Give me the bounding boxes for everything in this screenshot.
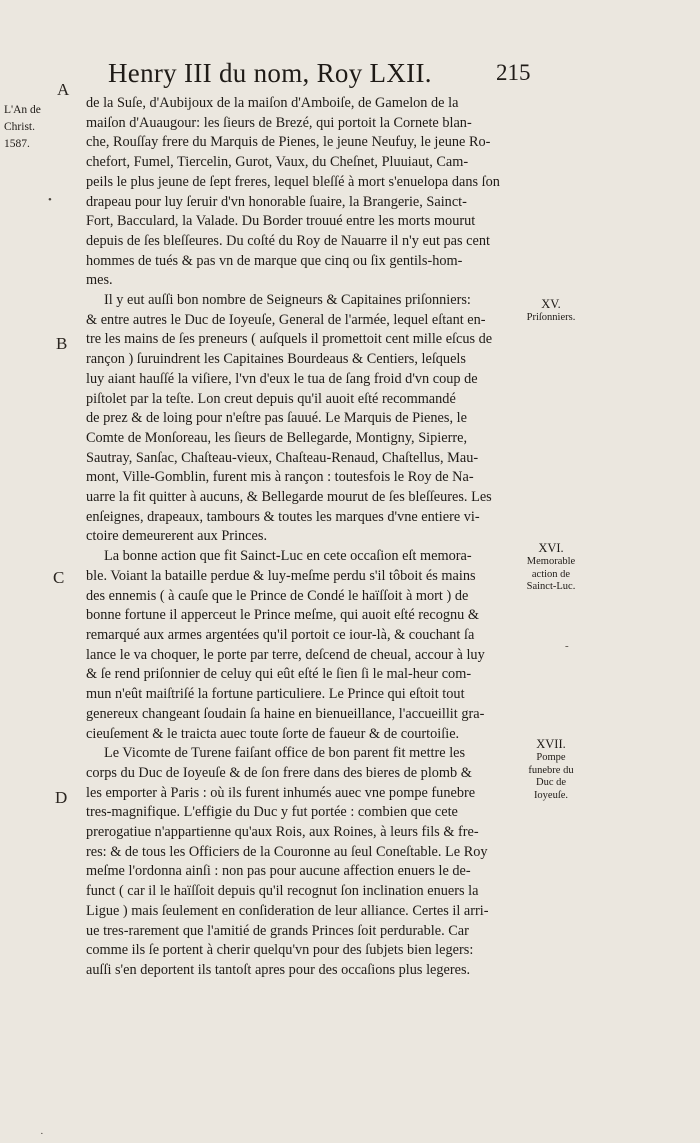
text-line: enſeignes, drapeaux, tambours & toutes les marques d'vne entiere vi-	[86, 508, 480, 525]
margin-speck: -	[565, 640, 569, 652]
text-line: rançon ) ſuruindrent les Capitaines Bourdeaus & Centiers, leſquels	[86, 351, 466, 368]
body-text	[70, 90, 520, 981]
text-line: Comte de Monſoreau, les ſieurs de Bellegarde, Montigny, Sipierre,	[86, 429, 468, 446]
text-line: uarre la fit quitter à aucuns, & Bellegarde mourut de ſes bleſſeures. Les	[86, 489, 492, 506]
text-line: maiſon d'Auaugour: les ſieurs de Brezé, qui portoit la Cornete blan-	[86, 114, 472, 131]
paragraph-1	[86, 94, 520, 291]
section-letter-a: A	[57, 80, 70, 99]
text-line: ble. Voiant la bataille perdue & luy-meſme perdu s'il tôboit és mains	[86, 567, 476, 584]
text-line: mes.	[86, 272, 113, 289]
text-line: drapeau pour luy ſeruir d'vn honorable ſuaire, la Brangerie, Sainct-	[86, 193, 467, 210]
margin-line: Christ.	[4, 121, 35, 133]
text-line: piſtolet par la teſte. Lon creut depuis qu'il auoit eſté recommandé	[86, 390, 456, 407]
side-note-number: XVII.	[536, 737, 566, 751]
margin-speck: ·	[40, 1128, 44, 1140]
text-line: meſme l'ordonna ainſi : non pas pour aucune affection enuers le de-	[86, 863, 471, 880]
folio-number: 215	[496, 60, 531, 85]
side-note-xvi	[520, 540, 582, 594]
text-line: hommes de tués & pas vn de marque que cinq ou ſix gentils-hom-	[86, 252, 463, 269]
side-note-text: Priſonniers.	[526, 312, 576, 323]
section-letter-c: C	[53, 568, 65, 587]
margin-speck: •	[48, 194, 52, 206]
text-line: che, Rouſſay frere du Marquis de Pienes, le jeune Neufuy, le jeune Ro-	[86, 134, 491, 151]
paragraph-2	[86, 291, 520, 547]
running-header-title: Henry III du nom, Roy LXII.	[108, 58, 432, 88]
text-line: des ennemis ( à cauſe que le Prince de Condé le haïſſoit à mort ) de	[86, 587, 469, 604]
side-note-number: XV.	[541, 297, 561, 311]
text-line: peils le plus jeune de ſept freres, lequel bleſſé à mort s'enuelopa dans ſon	[86, 173, 500, 190]
text-line: funct ( car il le haïſſoit depuis qu'il recognut ſon inclination enuers la	[86, 883, 479, 900]
text-line: corps du Duc de Ioyeuſe & de ſon frere dans des bieres de plomb &	[86, 764, 472, 781]
side-note-text: Pompe funebre du Duc de Ioyeuſe.	[528, 752, 574, 801]
text-line: depuis de ſes bleſſeures. Du coſté du Roy de Nauarre il n'y eut pas cent	[86, 232, 490, 249]
text-line: comme ils ſe portent à cherir quelqu'vn pour des ſubjets bien legers:	[86, 942, 474, 959]
text-line: auſſi s'en deportent ils tantoſt apres pour des occaſions plus legeres.	[86, 961, 471, 978]
text-line: tre les mains de ſes preneurs ( auſquels il promettoit cent mille eſcus de	[86, 331, 493, 348]
text-line: ctoire demeurerent aux Princes.	[86, 528, 268, 545]
text-line: remarqué aux armes argentées qu'il portoit ce iour-là, & couchant ſa	[86, 626, 475, 643]
text-line: & ſe rend priſonnier de celuy qui eût eſté le ſien ſi le mal-heur com-	[86, 666, 472, 683]
section-letter-d: D	[55, 788, 68, 807]
text-line: de prez & de loing pour n'eſtre pas ſauué. Le Marquis de Pienes, le	[86, 410, 467, 427]
text-line: prerogatiue n'appartienne qu'aux Rois, aux Roines, à leurs fils & fre-	[86, 824, 479, 841]
text-line: Fort, Bacculard, la Valade. Du Border trouué entre les morts mourut	[86, 213, 476, 230]
text-line: tres-magnifique. L'effigie du Duc y fut portée : combien que cete	[86, 804, 458, 821]
text-line: La bonne action que fit Sainct-Luc en cete occaſion eſt memora-	[104, 548, 472, 565]
side-note-xv	[520, 296, 582, 325]
text-line: res: & de tous les Officiers de la Couronne au ſeul Coneſtable. Le Roy	[86, 843, 488, 860]
margin-line: L'An de	[4, 104, 41, 116]
margin-line: 1587.	[4, 138, 30, 150]
text-line: chefort, Fumel, Tiercelin, Gurot, Vaux, du Cheſnet, Pluuiaut, Cam-	[86, 154, 469, 171]
text-line: mun n'eût maiſtriſé la fortune particuliere. Le Prince qui eſtoit tout	[86, 686, 465, 703]
text-line: ue tres-rarement que l'amitié de grands Princes ſoit perdurable. Car	[86, 922, 469, 939]
side-note-text: Memorable action de Sainct-Luc.	[526, 556, 576, 592]
text-line: bonne fortune il apperceut le Prince meſme, qui auoit eſté recognu &	[86, 607, 480, 624]
side-note-xvii	[520, 736, 582, 802]
text-line: Sautray, Sanſac, Chaſteau-vieux, Chaſteau-Renaud, Chaſtellus, Mau-	[86, 449, 479, 466]
paragraph-4	[86, 744, 520, 980]
text-line: luy aiant hauſſé la viſiere, l'vn d'eux le tua de ſang froid d'vn coup de	[86, 370, 478, 387]
paragraph-3	[86, 547, 520, 744]
text-line: cieuſement & le traicta auec toute ſorte de faueur & de courtoiſie.	[86, 725, 460, 742]
side-note-number: XVI.	[538, 541, 564, 555]
text-line: Il y eut auſſi bon nombre de Seigneurs & Capitaines priſonniers:	[104, 292, 471, 309]
text-line: & entre autres le Duc de Ioyeuſe, General de l'armée, lequel eſtant en-	[86, 311, 486, 328]
left-margin-date	[4, 102, 48, 153]
section-letter-b: B	[56, 334, 68, 353]
text-line: mont, Ville-Gomblin, furent mis à rançon : toutesfois le Roy de Na-	[86, 469, 474, 486]
text-line: les emporter à Paris : où ils furent inhumés auec vne pompe funebre	[86, 784, 476, 801]
text-line: de la Suſe, d'Aubijoux de la maiſon d'Amboiſe, de Gamelon de la	[86, 95, 459, 111]
text-line: lance le va choquer, le porte par terre, deſcend de cheual, accour à luy	[86, 646, 485, 663]
text-line: Le Vicomte de Turene faiſant office de bon parent fit mettre les	[104, 745, 466, 762]
text-line: genereux changeant ſoudain ſa haine en bienueillance, l'accueillit gra-	[86, 705, 485, 722]
text-line: Ligue ) mais ſeulement en conſideration de leur alliance. Certes il arri-	[86, 902, 489, 919]
